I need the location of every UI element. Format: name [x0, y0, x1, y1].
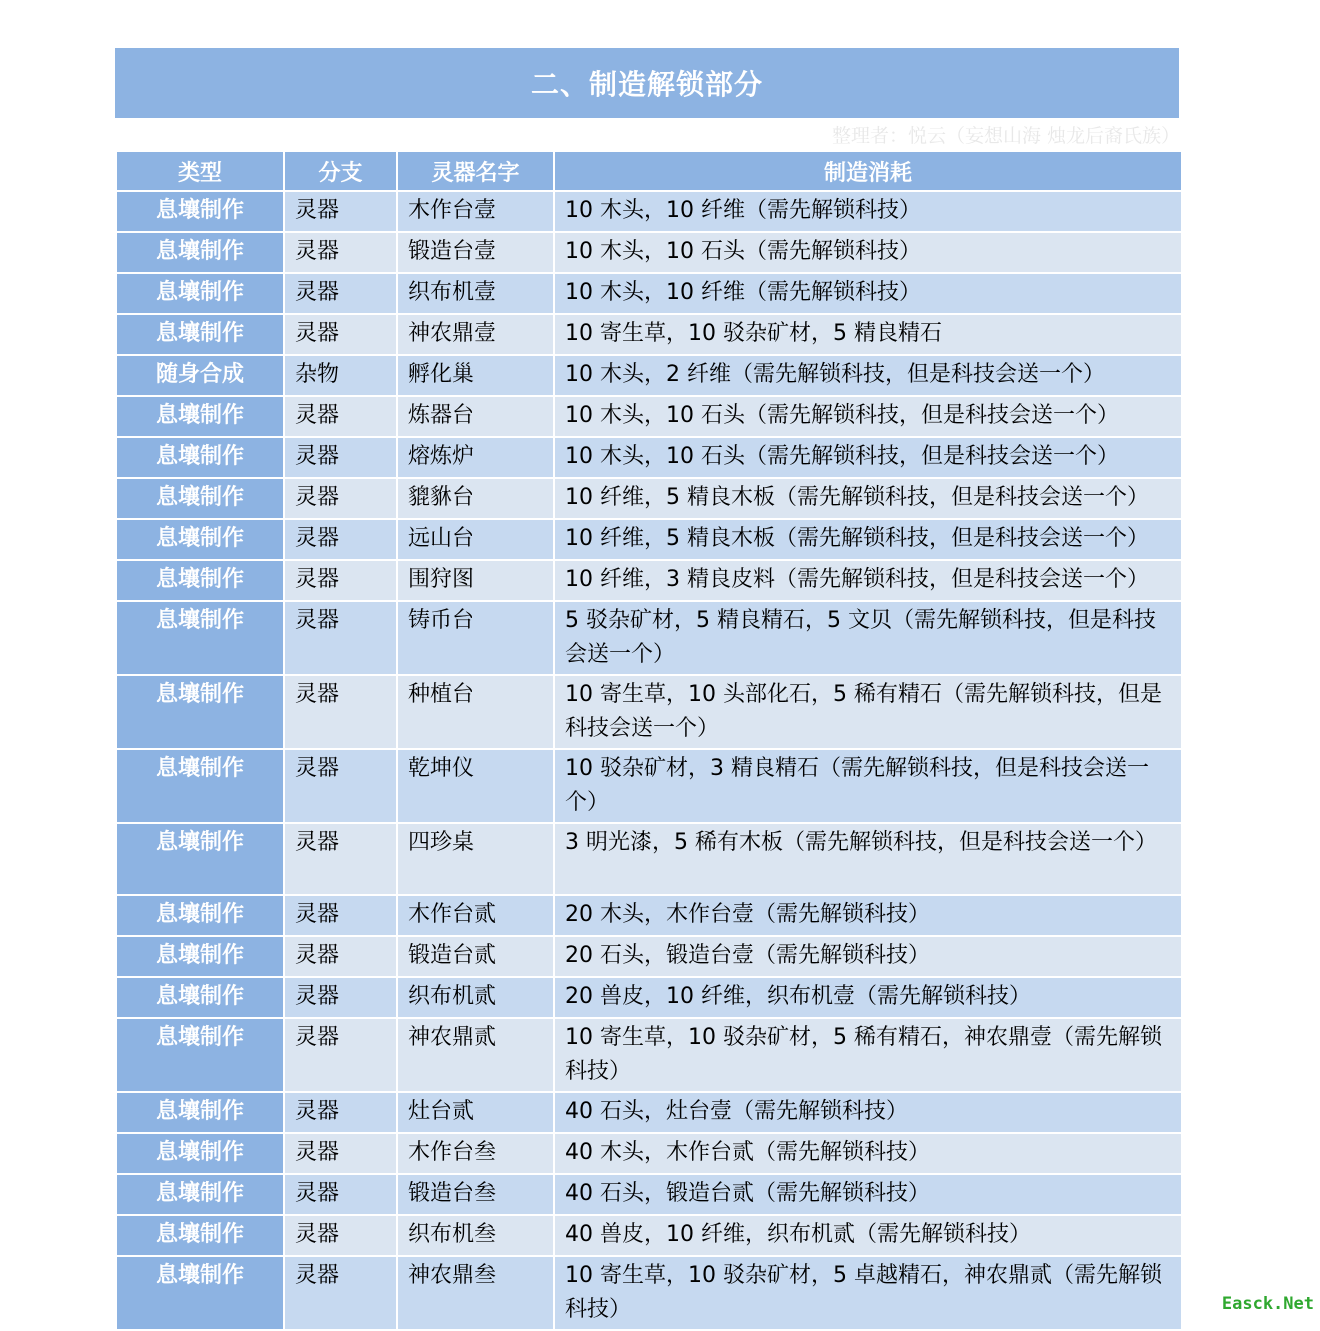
row-cost-cell: 40 石头，灶台壹（需先解锁科技）: [554, 1092, 1182, 1133]
row-name-cell: 神农鼎叁: [397, 1256, 554, 1330]
table-row: [116, 895, 1182, 936]
crafting-table: [115, 150, 1183, 1331]
table-row: [116, 560, 1182, 601]
row-name-cell: 铸币台: [397, 601, 554, 675]
row-cost-cell: 40 木头，木作台贰（需先解锁科技）: [554, 1133, 1182, 1174]
row-branch-cell: 灵器: [284, 1215, 397, 1256]
table-row: [116, 601, 1182, 675]
header-type: 类型: [116, 151, 284, 191]
table-row: [116, 936, 1182, 977]
header-name: 灵器名字: [397, 151, 554, 191]
row-cost-cell: 10 寄生草，10 驳杂矿材，5 卓越精石，神农鼎贰（需先解锁科技）: [554, 1256, 1182, 1330]
row-name-cell: 乾坤仪: [397, 749, 554, 823]
header-cost: 制造消耗: [554, 151, 1182, 191]
row-type-cell: 息壤制作: [116, 560, 284, 601]
row-cost-cell: 40 石头，锻造台贰（需先解锁科技）: [554, 1174, 1182, 1215]
table-row: [116, 675, 1182, 749]
row-name-cell: 灶台贰: [397, 1092, 554, 1133]
row-name-cell: 神农鼎壹: [397, 314, 554, 355]
row-type-cell: 息壤制作: [116, 478, 284, 519]
row-branch-cell: 灵器: [284, 1174, 397, 1215]
row-branch-cell: 灵器: [284, 519, 397, 560]
row-name-cell: 神农鼎贰: [397, 1018, 554, 1092]
row-cost-cell: 10 木头，10 石头（需先解锁科技）: [554, 232, 1182, 273]
row-type-cell: 息壤制作: [116, 749, 284, 823]
row-branch-cell: 灵器: [284, 601, 397, 675]
table-row: [116, 478, 1182, 519]
table-row: [116, 749, 1182, 823]
row-cost-cell: 5 驳杂矿材，5 精良精石，5 文贝（需先解锁科技，但是科技会送一个）: [554, 601, 1182, 675]
row-name-cell: 远山台: [397, 519, 554, 560]
row-branch-cell: 灵器: [284, 560, 397, 601]
table-row: [116, 519, 1182, 560]
table-row: [116, 1256, 1182, 1330]
row-name-cell: 四珍桌: [397, 823, 554, 895]
row-type-cell: 息壤制作: [116, 675, 284, 749]
row-branch-cell: 灵器: [284, 895, 397, 936]
row-cost-cell: 10 木头，10 纤维（需先解锁科技）: [554, 273, 1182, 314]
row-branch-cell: 灵器: [284, 823, 397, 895]
row-type-cell: 息壤制作: [116, 1215, 284, 1256]
watermark: Easck.Net: [1221, 1294, 1314, 1314]
row-branch-cell: 灵器: [284, 936, 397, 977]
row-cost-cell: 10 寄生草，10 头部化石，5 稀有精石（需先解锁科技，但是科技会送一个）: [554, 675, 1182, 749]
row-type-cell: 息壤制作: [116, 191, 284, 232]
table-row: [116, 1174, 1182, 1215]
row-cost-cell: 10 木头，2 纤维（需先解锁科技，但是科技会送一个）: [554, 355, 1182, 396]
row-name-cell: 织布机壹: [397, 273, 554, 314]
row-cost-cell: 10 木头，10 纤维（需先解锁科技）: [554, 191, 1182, 232]
row-type-cell: 息壤制作: [116, 314, 284, 355]
table-header-row: [116, 151, 1182, 191]
table-row: [116, 1133, 1182, 1174]
row-name-cell: 熔炼炉: [397, 437, 554, 478]
row-name-cell: 木作台壹: [397, 191, 554, 232]
row-branch-cell: 灵器: [284, 1256, 397, 1330]
row-type-cell: 随身合成: [116, 355, 284, 396]
row-type-cell: 息壤制作: [116, 601, 284, 675]
table-row: [116, 1018, 1182, 1092]
row-cost-cell: 10 纤维，3 精良皮料（需先解锁科技，但是科技会送一个）: [554, 560, 1182, 601]
row-branch-cell: 灵器: [284, 977, 397, 1018]
row-type-cell: 息壤制作: [116, 437, 284, 478]
table-row: [116, 1092, 1182, 1133]
page-title: 二、制造解锁部分: [115, 48, 1179, 118]
row-cost-cell: 10 寄生草，10 驳杂矿材，5 精良精石: [554, 314, 1182, 355]
table-row: [116, 232, 1182, 273]
row-cost-cell: 10 木头，10 石头（需先解锁科技，但是科技会送一个）: [554, 437, 1182, 478]
table-row: [116, 977, 1182, 1018]
row-branch-cell: 灵器: [284, 675, 397, 749]
row-cost-cell: 10 纤维，5 精良木板（需先解锁科技，但是科技会送一个）: [554, 519, 1182, 560]
row-name-cell: 织布机贰: [397, 977, 554, 1018]
row-type-cell: 息壤制作: [116, 977, 284, 1018]
table-row: [116, 355, 1182, 396]
row-branch-cell: 灵器: [284, 273, 397, 314]
row-cost-cell: 20 木头，木作台壹（需先解锁科技）: [554, 895, 1182, 936]
row-cost-cell: 10 寄生草，10 驳杂矿材，5 稀有精石，神农鼎壹（需先解锁科技）: [554, 1018, 1182, 1092]
row-name-cell: 锻造台贰: [397, 936, 554, 977]
row-cost-cell: 3 明光漆，5 稀有木板（需先解锁科技，但是科技会送一个）: [554, 823, 1182, 895]
table-row: [116, 314, 1182, 355]
row-name-cell: 织布机叁: [397, 1215, 554, 1256]
row-name-cell: 木作台叁: [397, 1133, 554, 1174]
table-row: [116, 191, 1182, 232]
row-branch-cell: 灵器: [284, 232, 397, 273]
table-row: [116, 823, 1182, 895]
row-type-cell: 息壤制作: [116, 895, 284, 936]
row-name-cell: 木作台贰: [397, 895, 554, 936]
row-branch-cell: 灵器: [284, 396, 397, 437]
row-cost-cell: 20 石头，锻造台壹（需先解锁科技）: [554, 936, 1182, 977]
row-name-cell: 锻造台壹: [397, 232, 554, 273]
row-branch-cell: 灵器: [284, 191, 397, 232]
row-branch-cell: 灵器: [284, 749, 397, 823]
row-type-cell: 息壤制作: [116, 823, 284, 895]
table-row: [116, 396, 1182, 437]
row-name-cell: 炼器台: [397, 396, 554, 437]
row-cost-cell: 40 兽皮，10 纤维，织布机贰（需先解锁科技）: [554, 1215, 1182, 1256]
row-type-cell: 息壤制作: [116, 936, 284, 977]
row-type-cell: 息壤制作: [116, 232, 284, 273]
row-name-cell: 孵化巢: [397, 355, 554, 396]
row-type-cell: 息壤制作: [116, 1256, 284, 1330]
row-branch-cell: 灵器: [284, 1092, 397, 1133]
row-branch-cell: 灵器: [284, 314, 397, 355]
organizer-credit: 整理者：悦云（妄想山海 烛龙后裔氏族）: [831, 125, 1180, 147]
row-name-cell: 种植台: [397, 675, 554, 749]
row-cost-cell: 10 木头，10 石头（需先解锁科技，但是科技会送一个）: [554, 396, 1182, 437]
row-cost-cell: 10 纤维，5 精良木板（需先解锁科技，但是科技会送一个）: [554, 478, 1182, 519]
row-cost-cell: 10 驳杂矿材，3 精良精石（需先解锁科技，但是科技会送一个）: [554, 749, 1182, 823]
row-name-cell: 围狩图: [397, 560, 554, 601]
row-type-cell: 息壤制作: [116, 1174, 284, 1215]
row-name-cell: 貔貅台: [397, 478, 554, 519]
row-branch-cell: 杂物: [284, 355, 397, 396]
row-type-cell: 息壤制作: [116, 519, 284, 560]
row-branch-cell: 灵器: [284, 478, 397, 519]
row-branch-cell: 灵器: [284, 1018, 397, 1092]
row-type-cell: 息壤制作: [116, 1092, 284, 1133]
table-row: [116, 1215, 1182, 1256]
table-row: [116, 437, 1182, 478]
row-branch-cell: 灵器: [284, 1133, 397, 1174]
row-type-cell: 息壤制作: [116, 1133, 284, 1174]
row-cost-cell: 20 兽皮，10 纤维，织布机壹（需先解锁科技）: [554, 977, 1182, 1018]
row-name-cell: 锻造台叁: [397, 1174, 554, 1215]
row-type-cell: 息壤制作: [116, 273, 284, 314]
header-branch: 分支: [284, 151, 397, 191]
row-type-cell: 息壤制作: [116, 396, 284, 437]
table-row: [116, 273, 1182, 314]
row-branch-cell: 灵器: [284, 437, 397, 478]
row-type-cell: 息壤制作: [116, 1018, 284, 1092]
